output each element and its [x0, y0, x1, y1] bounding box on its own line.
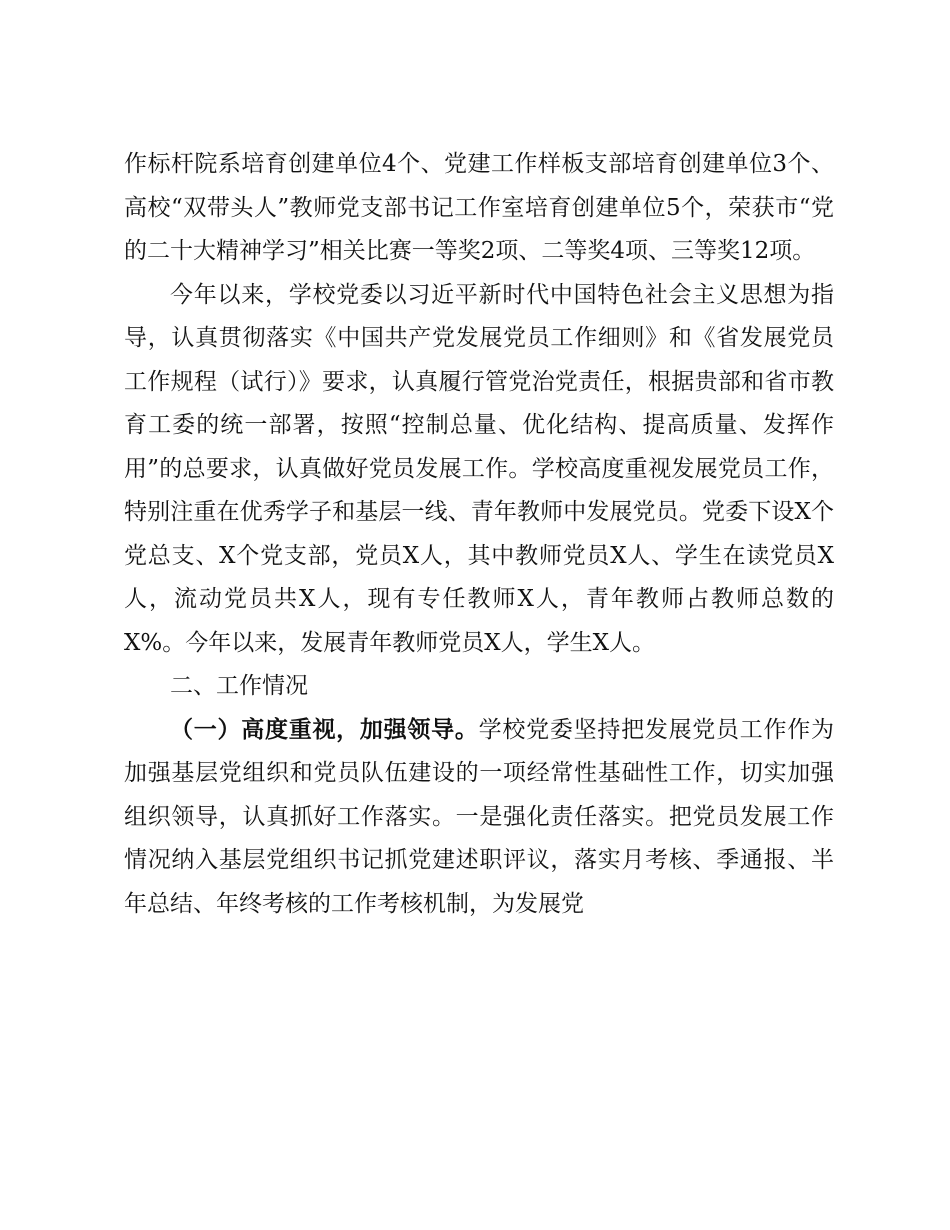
paragraph-achievements: 作标杆院系培育创建单位4个、党建工作样板支部培育创建单位3个、高校“双带头人”教师党支部书记工作室培育创建单位5个，荣获市“党的二十大精神学习”相关比赛一等奖2项、二等奖4项、三等奖12项。 — [124, 151, 834, 264]
section-heading: 二、工作情况 — [170, 673, 308, 699]
paragraph-work-situation — [124, 709, 834, 927]
document-body — [124, 143, 834, 926]
paragraph-overview: 今年以来，学校党委以习近平新时代中国特色社会主义思想为指导，认真贯彻落实《中国共产党发展党员工作细则》和《省发展党员工作规程（试行）》要求，认真履行管党治党责任，根据贵部和省市教育工委的统一部署，按照“控制总量、优化结构、提高质量、发挥作用”的总要求，认真做好党员发展工作。学校高度重视发展党员工作，特别注重在优秀学子和基层一线、青年教师中发展党员。党委下设X个党总支、X个党支部，党员X人，其中教师党员X人、学生在读党员X人，流动党员共X人，现有专任教师X人，青年教师占教师总数的X%。今年以来，发展青年教师党员X人，学生X人。 — [124, 281, 834, 656]
paragraph-body-text: 学校党委坚持把发展党员工作作为加强基层党组织和党员队伍建设的一项经常性基础性工作，切实加强组织领导，认真抓好工作落实。一是强化责任落实。把党员发展工作情况纳入基层党组织书记抓党建述职评议，落实月考核、季通报、半年总结、年终考核的工作考核机制，为发展党 — [124, 716, 835, 917]
paragraph-lead-text: （一）高度重视，加强领导。 — [170, 716, 479, 743]
